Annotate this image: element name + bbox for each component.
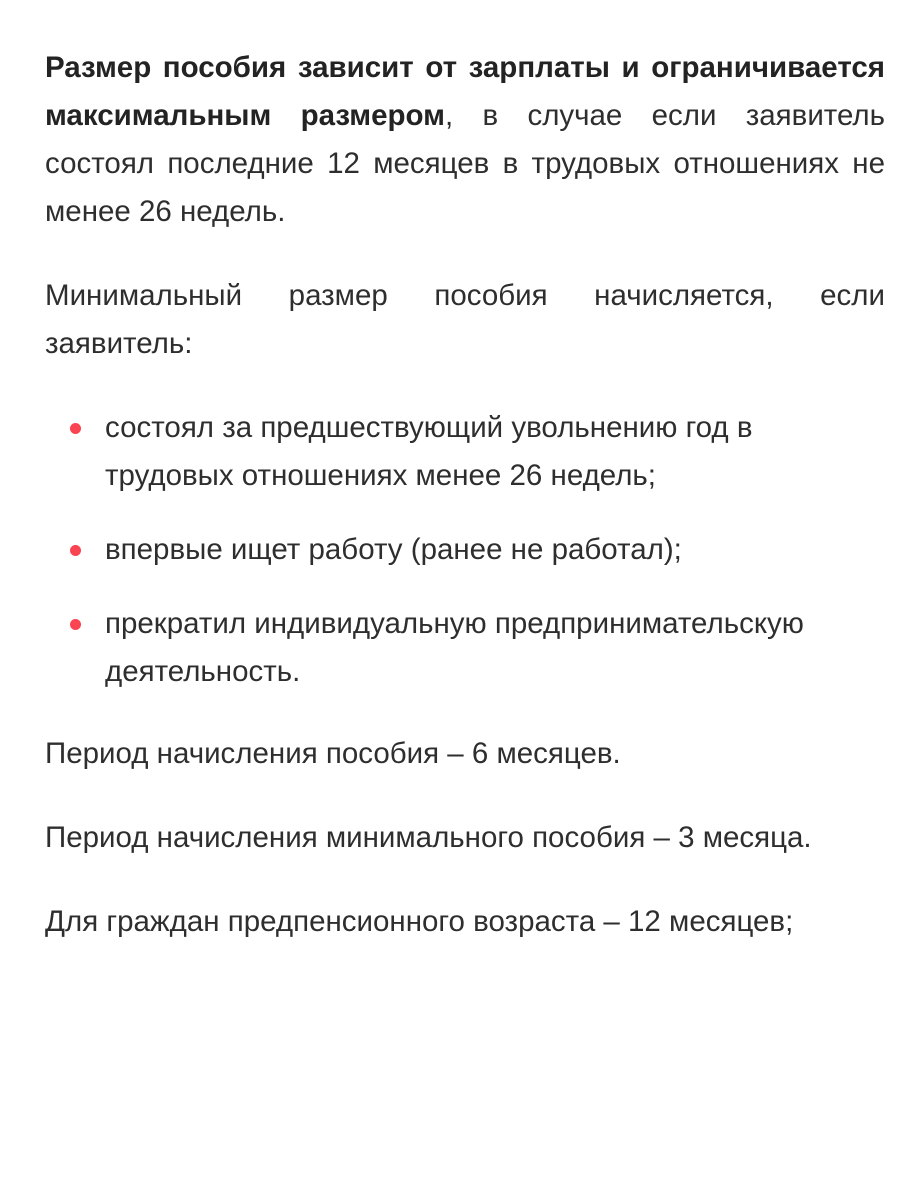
- bullet-dot-icon: [70, 619, 81, 630]
- list-item-label: прекратил индивидуальную предпринимательскую деятельность.: [105, 607, 804, 688]
- paragraph-lead-bold: Размер пособия зависит от зарплаты и ограничивается максимальным размером: [45, 51, 885, 132]
- list-item: [45, 600, 885, 696]
- bullet-dot-icon: [70, 545, 81, 556]
- paragraph-minimum-intro: Минимальный размер пособия начисляется, если заявитель:: [45, 279, 885, 360]
- paragraph-rest-text: , в случае если заявитель состоял последние 12 месяцев в трудовых отношениях не менее 26 недель.: [45, 99, 885, 228]
- bullet-dot-icon: [70, 423, 81, 434]
- paragraph-minimum-benefit-period: Период начисления минимального пособия – 3 месяца.: [45, 821, 812, 854]
- eligibility-bullet-list: [45, 404, 885, 696]
- list-item: [45, 526, 885, 574]
- list-item-label: впервые ищет работу (ранее не работал);: [105, 533, 682, 566]
- paragraph-benefit-amount: [45, 44, 885, 236]
- list-item: [45, 404, 885, 500]
- paragraph-benefit-period: Период начисления пособия – 6 месяцев.: [45, 737, 621, 770]
- list-item-label: состоял за предшествующий увольнению год в трудовых отношениях менее 26 недель;: [105, 411, 753, 492]
- paragraph-pre-retirement-period: Для граждан предпенсионного возраста – 12 месяцев;: [45, 905, 794, 938]
